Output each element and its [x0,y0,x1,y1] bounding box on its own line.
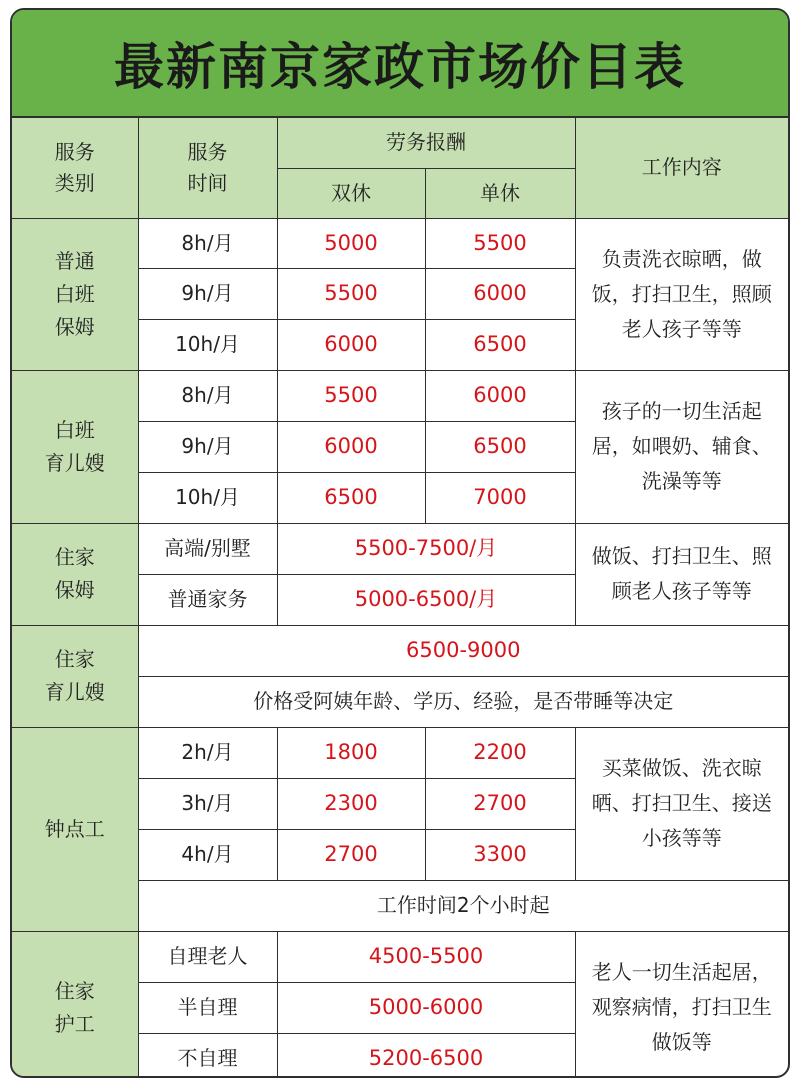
header-single-rest: 单休 [425,168,575,218]
price-single-cell: 7000 [425,472,575,523]
time-cell: 8h/月 [138,218,277,268]
header-double-rest: 双休 [277,168,425,218]
price-double-cell: 2700 [277,829,425,880]
price-double-cell: 6500 [277,472,425,523]
price-single-cell: 6500 [425,319,575,370]
price-single-cell: 2200 [425,727,575,778]
time-cell: 10h/月 [138,472,277,523]
price-double-cell: 5500 [277,370,425,421]
price-table [12,118,788,1078]
price-double-cell: 5500 [277,268,425,319]
note-childcare-live: 价格受阿姨年龄、学历、经验，是否带睡等决定 [138,676,788,727]
category-childcare-live: 住家 育儿嫂 [12,625,138,727]
page-title: 最新南京家政市场价目表 [12,10,788,118]
time-cell: 半自理 [138,982,277,1033]
price-range-cell: 6500-9000 [138,625,788,676]
price-double-cell: 6000 [277,319,425,370]
time-cell: 10h/月 [138,319,277,370]
time-cell: 高端/别墅 [138,523,277,574]
header-category: 服务 类别 [12,118,138,218]
price-table-card [10,8,790,1078]
price-single-cell: 5500 [425,218,575,268]
price-single-cell: 6500 [425,421,575,472]
time-cell: 普通家务 [138,574,277,625]
header-time: 服务 时间 [138,118,277,218]
price-range-cell: 5000-6000 [277,982,575,1033]
content-hourly: 买菜做饭、洗衣晾晒、打扫卫生、接送小孩等等 [575,727,788,880]
time-cell: 9h/月 [138,268,277,319]
price-double-cell: 5000 [277,218,425,268]
price-range-cell: 5200-6500 [277,1033,575,1078]
time-cell: 不自理 [138,1033,277,1078]
category-caregiver-live: 住家 护工 [12,931,138,1078]
header-content: 工作内容 [575,118,788,218]
content-nanny-day: 负责洗衣晾晒，做饭，打扫卫生，照顾老人孩子等等 [575,218,788,370]
category-nanny-day: 普通 白班 保姆 [12,218,138,370]
category-hourly: 钟点工 [12,727,138,931]
time-cell: 9h/月 [138,421,277,472]
category-nanny-live: 住家 保姆 [12,523,138,625]
price-range-cell: 4500-5500 [277,931,575,982]
time-cell: 4h/月 [138,829,277,880]
time-cell: 3h/月 [138,778,277,829]
price-range-cell: 5500-7500/月 [277,523,575,574]
time-cell: 2h/月 [138,727,277,778]
price-double-cell: 1800 [277,727,425,778]
price-single-cell: 2700 [425,778,575,829]
note-hourly: 工作时间2个小时起 [138,880,788,931]
price-range-cell: 5000-6500/月 [277,574,575,625]
price-single-cell: 6000 [425,370,575,421]
time-cell: 8h/月 [138,370,277,421]
header-pay: 劳务报酬 [277,118,575,168]
price-single-cell: 3300 [425,829,575,880]
content-childcare-day: 孩子的一切生活起居，如喂奶、辅食、洗澡等等 [575,370,788,523]
content-nanny-live: 做饭、打扫卫生、照顾老人孩子等等 [575,523,788,625]
price-double-cell: 2300 [277,778,425,829]
time-cell: 自理老人 [138,931,277,982]
content-caregiver-live: 老人一切生活起居，观察病情，打扫卫生做饭等 [575,931,788,1078]
price-single-cell: 6000 [425,268,575,319]
category-childcare-day: 白班 育儿嫂 [12,370,138,523]
price-double-cell: 6000 [277,421,425,472]
